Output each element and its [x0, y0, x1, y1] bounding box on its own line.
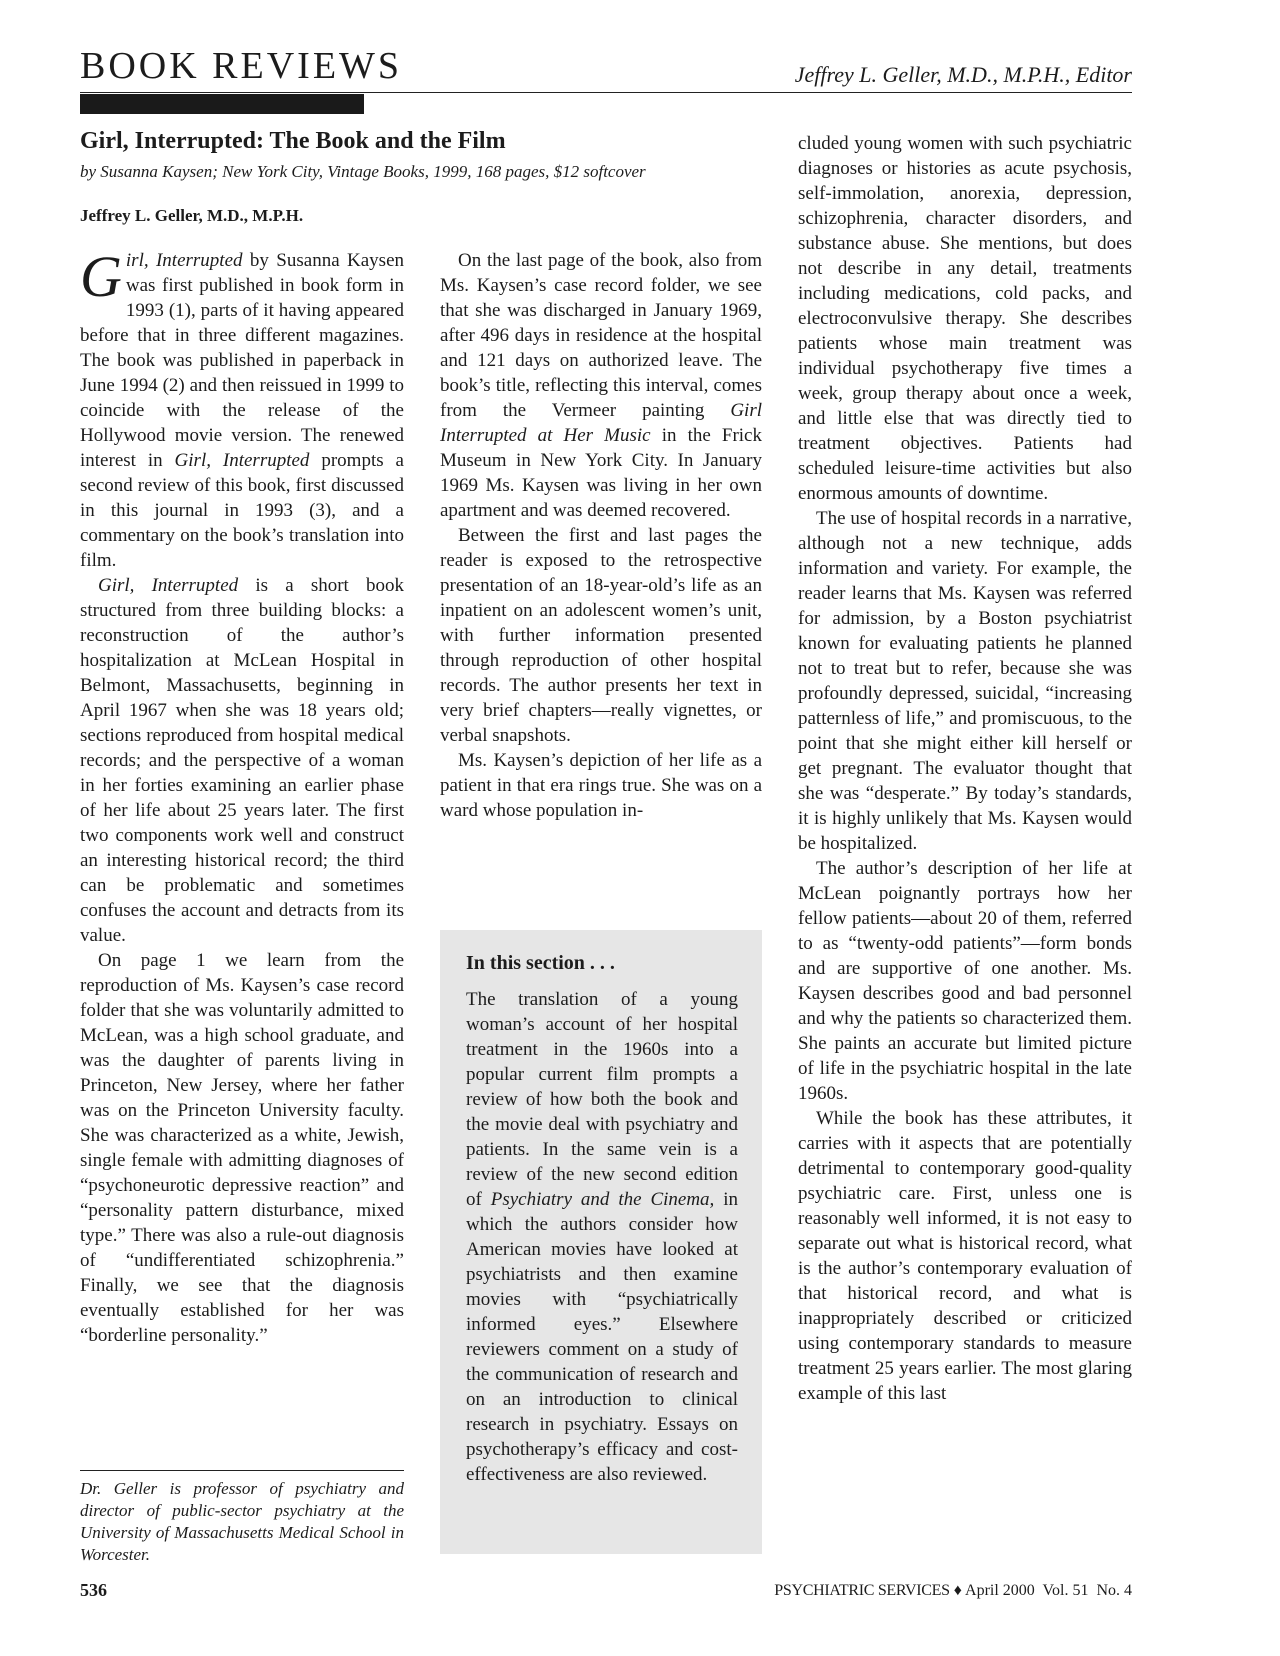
header-bar — [80, 94, 364, 114]
sidebar-heading: In this section . . . — [466, 952, 615, 974]
painting-title-italic: Girl Interrupted at Her Music — [440, 400, 762, 446]
paragraph: While the book has these attributes, it carries with it aspects that are potentially detrimental to contemporary good-quality psychiatric care. First, unless one is reasonably well informed, it is not easy to separate out what is historical record, what is the author’s contemporary evaluation of that historical record, and what is inappropriately described or criticized using contemporary standards to measure treatment 25 years earlier. The most glaring example of this last — [798, 1108, 1132, 1404]
book-title-italic: Girl, Interrupted — [98, 575, 239, 596]
column-3 — [798, 131, 1132, 1406]
paragraph — [80, 573, 404, 948]
paragraph: The author’s description of her life at McLean poignantly portrays how her fellow patients—about 20 of them, referred to as “twenty-odd patients”—form bonds and are supportive of one another. Ms. Kaysen describes good and bad personnel and why the patients so characterized them. She paints an accurate but limited picture of life in the psychiatric hospital in the late 1960s. — [798, 858, 1132, 1104]
review-title: Girl, Interrupted: The Book and the Film — [80, 128, 506, 154]
in-this-section-box — [440, 930, 762, 1554]
journal-footer — [774, 1582, 1132, 1600]
text-run: by Susanna Kaysen was first published in book form in 1993 (1), parts of it having appeared before that in three different magazines. The book was published in paperback in June 1994 (2) and then reissued in 1999 to coincide with the release of the Hollywood movie version. The renewed interest in — [80, 250, 404, 471]
sidebar-text — [466, 987, 738, 1487]
footnote-rule — [80, 1470, 404, 1471]
paragraph: Ms. Kaysen’s depiction of her life as a patient in that era rings true. She was on a ward whose population in- — [440, 750, 762, 821]
editor-credit: Jeffrey L. Geller, M.D., M.P.H., Editor — [794, 62, 1132, 87]
paragraph — [440, 248, 762, 523]
book-citation: by Susanna Kaysen; New York City, Vintage Books, 1999, 168 pages, $12 softcover — [80, 162, 646, 181]
diamond-icon: ♦ — [953, 1582, 962, 1599]
header-rule — [80, 92, 1132, 93]
text-run: in the Frick Museum in New York City. In January 1969 Ms. Kaysen was living in her own apartment and was deemed recovered. — [440, 425, 762, 521]
book-title-italic: Girl, Interrupted — [174, 450, 310, 471]
paragraph — [80, 244, 404, 573]
paragraph: The use of hospital records in a narrative, although not a new technique, adds information and variety. For example, the reader learns that Ms. Kaysen was referred for admission, by a Boston psychiatrist known for evaluating patients he planned not to treat but to refer, because she was profoundly depressed, suicidal, “increasing patternless of life,” and promiscuous, to the point that she might either kill herself or get pregnant. The evaluator thought that she was “desperate.” By today’s standards, it is highly unlikely that Ms. Kaysen would be hospitalized. — [798, 508, 1132, 854]
issue-info: April 2000 Vol. 51 No. 4 — [965, 1582, 1132, 1599]
reviewer-name: Jeffrey L. Geller, M.D., M.P.H. — [80, 206, 304, 225]
text-run: On the last page of the book, also from Ms. Kaysen’s case record folder, we see that she was discharged in January 1969, after 496 days in residence at the hospital and 121 days on authorized leave. The book’s title, reflecting this interval, comes from the Vermeer painting — [440, 250, 762, 421]
section-title: BOOK REVIEWS — [80, 45, 403, 87]
page-number: 536 — [80, 1580, 107, 1600]
column-2 — [440, 248, 762, 823]
author-footnote: Dr. Geller is professor of psychiatry and director of public-sector psychiatry at the University of Massachusetts Medical School in Worcester. — [80, 1479, 404, 1564]
text-run: The translation of a young woman’s account of her hospital treatment in the 1960s into a popular current film prompts a review of how both the book and the movie deal with psychiatry and patients. In the same vein is a review of the new second edition of — [466, 989, 738, 1210]
paragraph: On page 1 we learn from the reproduction of Ms. Kaysen’s case record folder that she was voluntarily admitted to McLean, was a high school graduate, and was the daughter of parents living in Princeton, New Jersey, where her father was on the Princeton University faculty. She was characterized as a white, Jewish, single female with admitting diagnoses of “psychoneurotic depressive reaction” and “personality pattern disturbance, mixed type.” There was also a rule-out diagnosis of “undifferentiated schizophrenia.” Finally, we see that the diagnosis eventually established for her was “borderline personality.” — [80, 950, 404, 1346]
book-title-italic: Psychiatry and the Cinema, — [490, 1189, 715, 1210]
paragraph: cluded young women with such psychiatric diagnoses or histories as acute psychosis, self-immolation, anorexia, depression, schizophrenia, character disorders, and substance abuse. She mentions, but does not describe in any detail, treatments including medications, cold packs, and electroconvulsive therapy. She describes patients whose main treatment was individual psychotherapy five times a week, group therapy about once a week, and little else that was directly tied to treatment objectives. Patients had scheduled leisure-time activities but also enormous amounts of downtime. — [798, 133, 1132, 504]
drop-cap: G — [80, 244, 122, 309]
book-title-italic: irl, Interrupted — [125, 250, 243, 271]
column-1 — [80, 244, 404, 1348]
text-run: in which the authors consider how American movies have looked at psychiatrists and then examine movies with “psychiatrically informed eyes.” Elsewhere reviewers comment on a study of the communication of research and on an introduction to clinical research in psychiatry. Essays on psychotherapy’s efficacy and cost-effectiveness are also reviewed. — [466, 1189, 739, 1485]
text-run: prompts a second review of this book, first discussed in this journal in 1993 (3), and a commentary on the book’s translation into film. — [80, 450, 404, 571]
paragraph: Between the first and last pages the reader is exposed to the retrospective presentation of an 18-year-old’s life as an inpatient on an adolescent women’s unit, with further information presented through reproduction of other hospital records. The author presents her text in very brief chapters—really vignettes, or verbal snapshots. — [440, 525, 762, 746]
text-run: is a short book structured from three building blocks: a reconstruction of the author’s hospitalization at McLean Hospital in Belmont, Massachusetts, beginning in April 1967 when she was 18 years old; sections reproduced from hospital medical records; and the perspective of a woman in her forties examining an earlier phase of her life about 25 years later. The first two components work well and construct an interesting historical record; the third can be problematic and sometimes confuses the account and detracts from its value. — [80, 575, 404, 946]
journal-name: PSYCHIATRIC SERVICES — [774, 1582, 950, 1599]
